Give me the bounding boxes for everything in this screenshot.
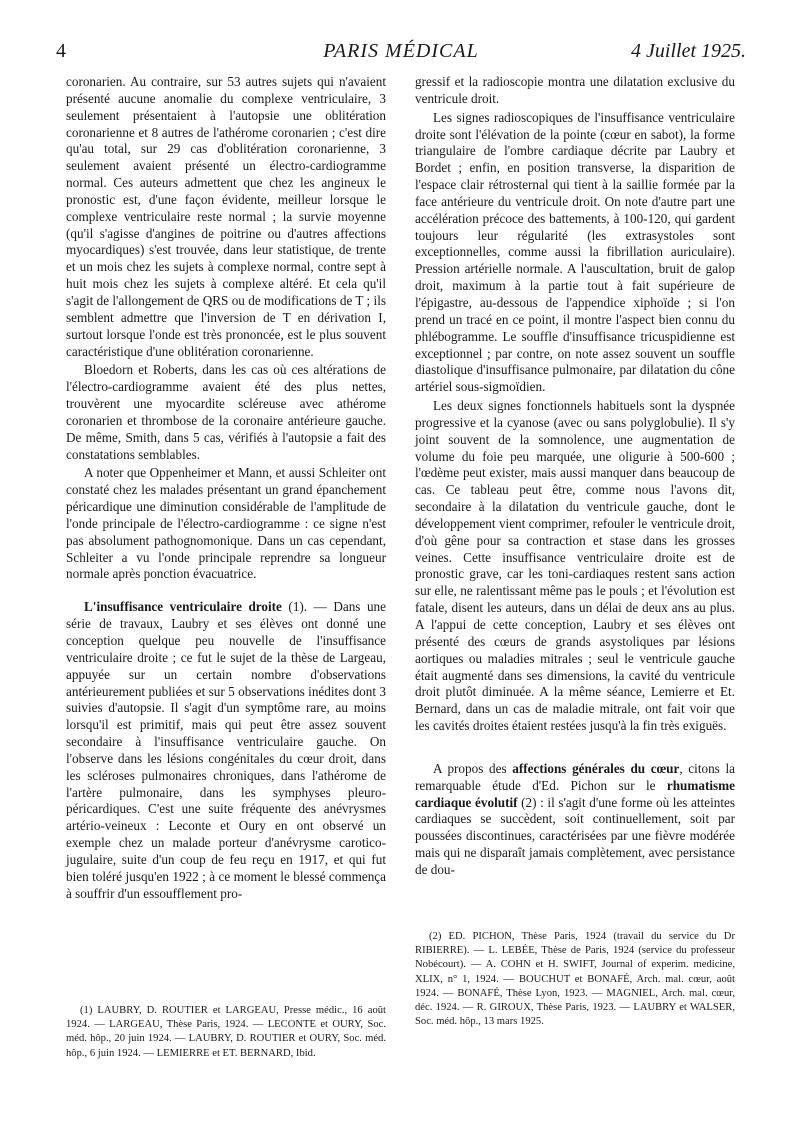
paragraph: coronarien. Au contraire, sur 53 autres sujets qui n'avaient présenté aucune anomalie du complexe ventriculaire, 3 seulement présentaient à l'autopsie une oblitération coronarienne et 8 autres de l'athérome coronarien ; c'est dire qu'au total, sur 29 cas d'oblitération coronarienne, 3 seulement avaient présenté un électro-cardiogramme normal. Ces auteurs admettent que chez les angineux le pronostic est, d'une façon évidente, meilleur lorsque le complexe ventriculaire reste normal ; la survie moyenne (qu'il s'agisse d'angines de poitrine ou d'autres affections myocardiques) s'est trouvée, dans leur statistique, de trente et un mois chez les sujets à complexe normal, contre sept à huit mois chez les sujets à complexe altéré. Et cela qu'il s'agit de l'allongement de QRS ou de modifications de T ; ils semblent admettre que l'inversion de T en dérivation I, surtout lorsque l'onde est très prononcée, est le plus souvent caractéristique d'une oblitération coronarienne. bbox=[66, 74, 386, 359]
paragraph: Les signes radioscopiques de l'insuffisance ventriculaire droite sont l'élévation de la pointe (cœur en sabot), la forme triangulaire de l'ombre cardiaque décrite par Laubry et Bordet ; enfin, en position transverse, la disparition de l'espace clair rétrosternal qui tient à la saillie formée par la face antérieure du ventricule droit. On note d'autre part une accélération précoce des battements, à 100-120, qui gardent toujours leur régularité (les extrasystoles sont exceptionnelles, comme aussi la fibrillation auriculaire). Pression artérielle normale. A l'auscultation, bruit de galop droit, maximum à la partie tout à fait supérieure de l'épigastre, au-dessous de l'appendice xiphoïde ; si l'on prend un tracé en ce point, il montre l'aspect bien connu du phlébogramme. Le souffle d'insuffisance tricuspidienne est exceptionnel ; par contre, on note assez souvent un souffle diastolique d'insuffisance pulmonaire, par dilatation du cône artériel sous-sigmoïdien. bbox=[415, 109, 735, 395]
text-run: A propos des bbox=[433, 760, 513, 776]
paragraph: A noter que Oppenheimer et Mann, et aussi Schleiter ont constaté chez les malades présentant un grand épanchement péricardique une diminution considérable de l'amplitude de l'onde principale de l'électro-cardiogramme : ce signe n'est pas absolument pathognomonique. Dans un cas cependant, Schleiter a vu l'onde principale reprendre sa longueur normale après ponction évacuatrice. bbox=[66, 465, 386, 582]
bold-term: affections générales du cœur bbox=[512, 760, 680, 776]
journal-title: PARIS MÉDICAL bbox=[323, 40, 479, 62]
footnote-2 bbox=[415, 930, 735, 1029]
section-heading: L'insuffisance ventriculaire droite bbox=[84, 599, 282, 615]
footnote-1 bbox=[66, 1004, 386, 1061]
left-column bbox=[66, 74, 386, 903]
paragraph: Les deux signes fonctionnels habituels sont la dyspnée progressive et la cyanose (avec ou sans polyglobulie). Il s'y joint souvent de la somnolence, une augmentation de volume du foie peu marquée, une oligurie à 500-600 ; l'œdème peut exister, mais aussi manquer dans beaucoup de cas. Ce tableau peut être, comme nous l'avons dit, secondaire à la dilatation du ventricule gauche, dont le développement vient comprimer, refouler le ventricule droit, d'où gêne pour sa contraction et stase dans les grosses veines. Cette insuffisance ventriculaire droite est de pronostic grave, car les toni-cardiaques restent sans action sur elle, ne ralentissant même pas le pouls ; et l'évolution est fatale, disent les auteurs, dans un délai de deux ans au plus. A l'appui de cette conception, Laubry et ses élèves ont présenté des cœurs de grands asystoliques par lésions aortiques ou maladies mitrales ; seul le ventricule gauche était augmenté dans ses dimensions, la cavité du ventricule droit plutôt diminuée. A la même séance, Lemierre et Et. Bernard, dans un cas de maladie mitrale, ont fait voir que les cavités droites étaient restées jusqu'à la fin très exiguës. bbox=[415, 398, 735, 734]
paragraph: Bloedorn et Roberts, dans les cas où ces altérations de l'électro-cardiogramme avaient été des plus nettes, trouvèrent une myocardite scléreuse avec athérome coronarien et thrombose de la coronaire antérieure gauche. De même, Smith, dans 5 cas, vérifiés à l'autopsie a fait des constatations semblables. bbox=[66, 362, 386, 462]
paragraph bbox=[415, 761, 735, 879]
right-column bbox=[415, 74, 735, 879]
issue-date: 4 Juillet 1925. bbox=[631, 40, 746, 62]
page-header bbox=[56, 36, 746, 76]
text-run: , citons la remarquable étude d'Ed. Pichon sur le bbox=[415, 760, 735, 793]
footnote-ref: (1). bbox=[281, 599, 314, 615]
text-run: (2) : il s'agit d'une forme où les atteintes cardiaques se succèdent, soit continuellement, soit par poussées discontinues, caractérisées par une fièvre modérée mais qui ne disparaît jamais complètement, avec persistance de dou- bbox=[415, 794, 735, 877]
paragraph-text: — Dans une série de travaux, Laubry et ses élèves ont donné une conception quelque peu nouvelle de l'insuffisance ventriculaire droite ; ce fut le sujet de la thèse de Largeau, appuyée sur un certain nombre d'observations antérieurement publiées et sur 5 observations inédites dont 3 suivies d'autopsie. Il s'agit d'un symptôme rare, au moins lorsqu'il est primitif, mais qui peut être assez souvent secondaire à l'insuffisance ventriculaire gauche. On l'observe dans les lésions congénitales du cœur droit, dans les scléroses pulmonaires chroniques, dans l'athérome de l'artère pulmonaire, dans les symphyses pleuro-péricardiques. C'est une suite fréquente des anévrysmes artério-veineux : Leconte et Oury en ont observé un exemple chez un malade porteur d'anévrysme carotico-jugulaire, suite d'un coup de feu reçu en 1917, et qui fut bien toléré jusqu'en 1922 ; à ce moment le blessé commença à souffrir d'un essoufflement pro- bbox=[66, 599, 386, 901]
page-number: 4 bbox=[56, 40, 66, 62]
paragraph: gressif et la radioscopie montra une dilatation exclusive du ventricule droit. bbox=[415, 74, 735, 106]
section-paragraph bbox=[66, 599, 386, 902]
bold-term: rhumatisme cardiaque évolutif bbox=[415, 777, 735, 810]
footnote-text: (1) LAUBRY, D. ROUTIER et LARGEAU, Presse médic., 16 août 1924. — LARGEAU, Thèse Paris, 1924. — LECONTE et OURY, Soc. méd. hôp., 20 juin 1924. — LAUBRY, D. ROUTIER et OURY, Soc. méd. hôp., 6 juin 1924. — LEMIERRE et ET. BERNARD, Ibid. bbox=[66, 1005, 386, 1059]
footnote-text: (2) ED. PICHON, Thèse Paris, 1924 (travail du service du Dr RIBIERRE). — L. LEBÉE, Thèse de Paris, 1924 (service du professeur Nobécourt). — A. COHN et H. SWIFT, Journal of experim. medicine, XLIX, n° 1, 1924. — BOUCHUT et BONAFÉ, Arch. mal. cœur, août 1924. — BONAFÉ, Thèse Lyon, 1923. — MAGNIEL, Arch. mal. cœur, déc. 1924. — R. GIROUX, Thèse Paris, 1923. — LAUBRY et WALSER, Soc. méd. hôp., 13 mars 1925. bbox=[415, 931, 735, 1028]
